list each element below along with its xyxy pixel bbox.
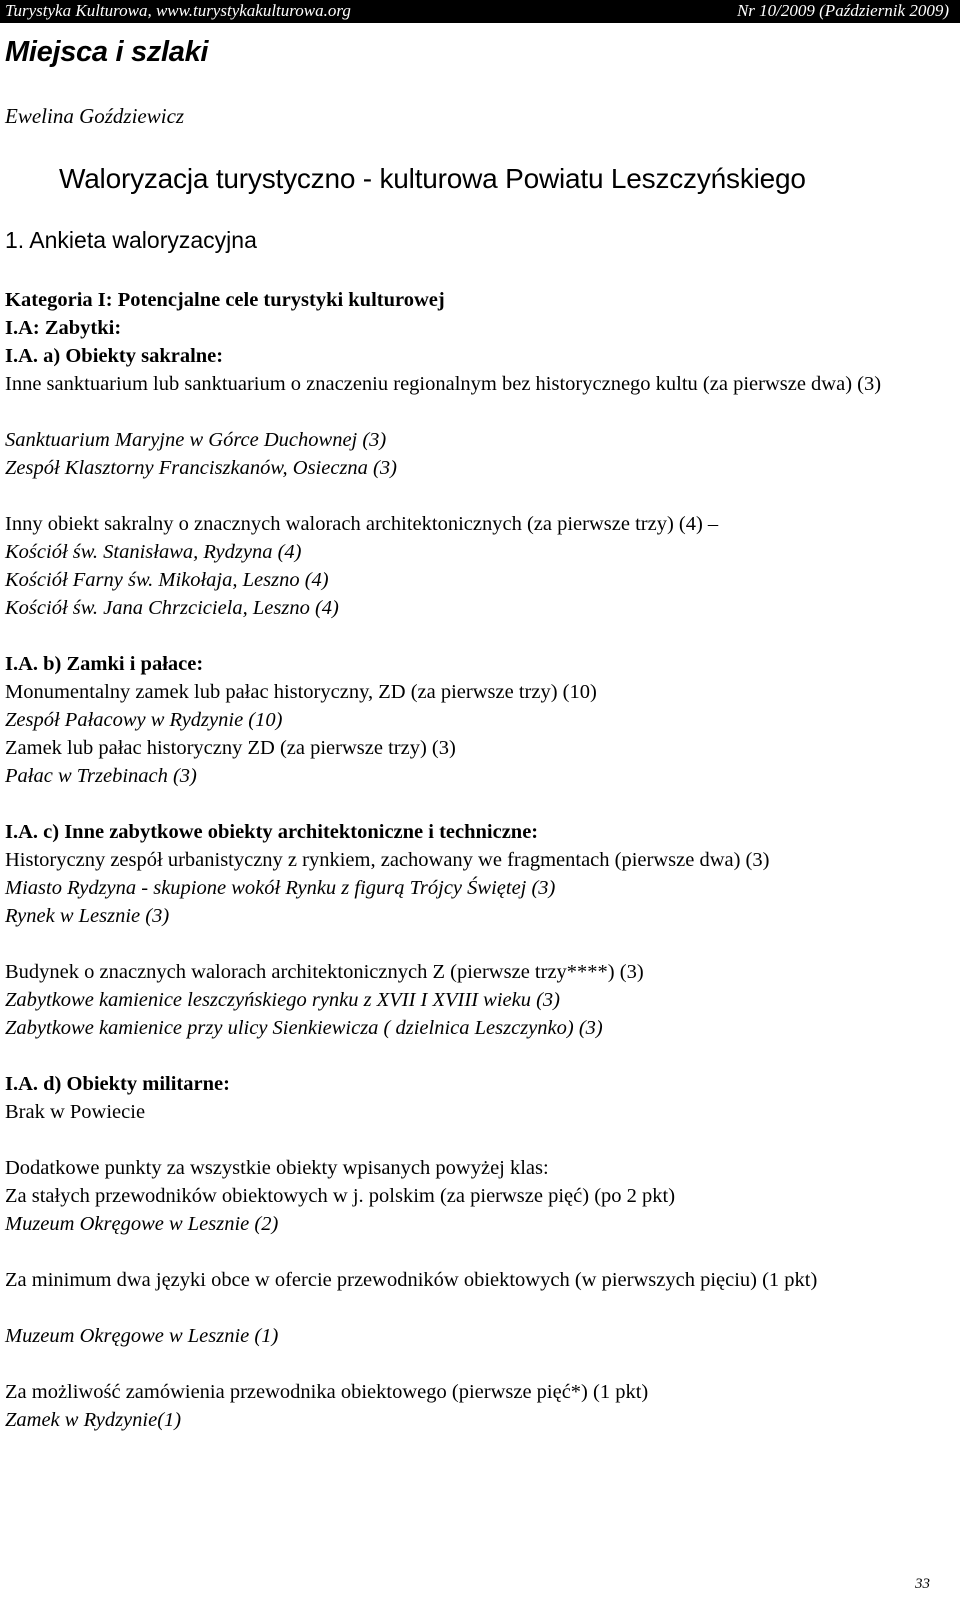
object-entry: Zabytkowe kamienice przy ulicy Sienkiewicza ( dzielnica Leszczynko) (3): [5, 1017, 603, 1039]
object-entry: Zespół Pałacowy w Rydzynie (10): [5, 709, 283, 731]
criterion-text: Dodatkowe punkty za wszystkie obiekty wpisanych powyżej klas:: [5, 1157, 549, 1179]
criterion-text: Historyczny zespół urbanistyczny z rynkiem, zachowany we fragmentach (pierwsze dwa) (3): [5, 849, 770, 871]
object-entry: Kościół św. Jana Chrzciciela, Leszno (4): [5, 597, 339, 619]
object-entry: Zespół Klasztorny Franciszkanów, Osieczna (3): [5, 457, 397, 479]
page-number: 33: [915, 1576, 930, 1592]
group-heading: I.A. b) Zamki i pałace:: [5, 653, 204, 675]
section-title: Miejsca i szlaki: [5, 36, 209, 68]
subcategory-heading: I.A: Zabytki:: [5, 317, 122, 339]
object-entry: Sanktuarium Maryjne w Górce Duchownej (3): [5, 429, 387, 451]
group-heading: I.A. c) Inne zabytkowe obiekty architektoniczne i techniczne:: [5, 821, 539, 843]
criterion-text: Za możliwość zamówienia przewodnika obiektowego (pierwsze pięć*) (1 pkt): [5, 1381, 649, 1403]
object-entry: Zamek w Rydzynie(1): [5, 1409, 182, 1431]
criterion-text: Inne sanktuarium lub sanktuarium o znaczeniu regionalnym bez historycznego kultu (za pierwsze dwa) (3): [5, 373, 882, 395]
object-entry: Zabytkowe kamienice leszczyńskiego rynku z XVII I XVIII wieku (3): [5, 989, 561, 1011]
running-header: [0, 0, 960, 23]
object-entry: Muzeum Okręgowe w Lesznie (2): [5, 1213, 279, 1235]
criterion-text: Za minimum dwa języki obce w ofercie przewodników obiektowych (w pierwszych pięciu) (1 pkt): [5, 1269, 818, 1291]
header-issue-number: Nr 10/2009 (Październik 2009): [736, 1, 949, 20]
object-entry: Kościół Farny św. Mikołaja, Leszno (4): [5, 569, 329, 591]
header-journal-title: Turystyka Kulturowa, www.turystykakulturowa.org: [5, 1, 351, 20]
criterion-text: Brak w Powiecie: [5, 1101, 146, 1123]
author-name: Ewelina Goździewicz: [5, 104, 185, 128]
article-title: Waloryzacja turystyczno - kulturowa Powiatu Leszczyńskiego: [59, 163, 806, 194]
group-heading: I.A. a) Obiekty sakralne:: [5, 345, 224, 367]
object-entry: Rynek w Lesznie (3): [5, 905, 170, 927]
object-entry: Miasto Rydzyna - skupione wokół Rynku z figurą Trójcy Świętej (3): [5, 877, 556, 899]
criterion-text: Zamek lub pałac historyczny ZD (za pierwsze trzy) (3): [5, 737, 456, 759]
category-heading: Kategoria I: Potencjalne cele turystyki kulturowej: [5, 289, 445, 311]
criterion-text: Za stałych przewodników obiektowych w j. polskim (za pierwsze pięć) (po 2 pkt): [5, 1185, 676, 1207]
object-entry: Pałac w Trzebinach (3): [5, 765, 197, 787]
group-heading: I.A. d) Obiekty militarne:: [5, 1073, 230, 1095]
criterion-text: Monumentalny zamek lub pałac historyczny, ZD (za pierwsze trzy) (10): [5, 681, 597, 703]
object-entry: Muzeum Okręgowe w Lesznie (1): [5, 1325, 279, 1347]
subsection-heading: 1. Ankieta waloryzacyjna: [5, 227, 257, 253]
object-entry: Kościół św. Stanisława, Rydzyna (4): [5, 541, 302, 563]
criterion-text: Inny obiekt sakralny o znacznych walorach architektonicznych (za pierwsze trzy) (4) –: [5, 513, 719, 535]
criterion-text: Budynek o znacznych walorach architektonicznych Z (pierwsze trzy****) (3): [5, 961, 644, 983]
